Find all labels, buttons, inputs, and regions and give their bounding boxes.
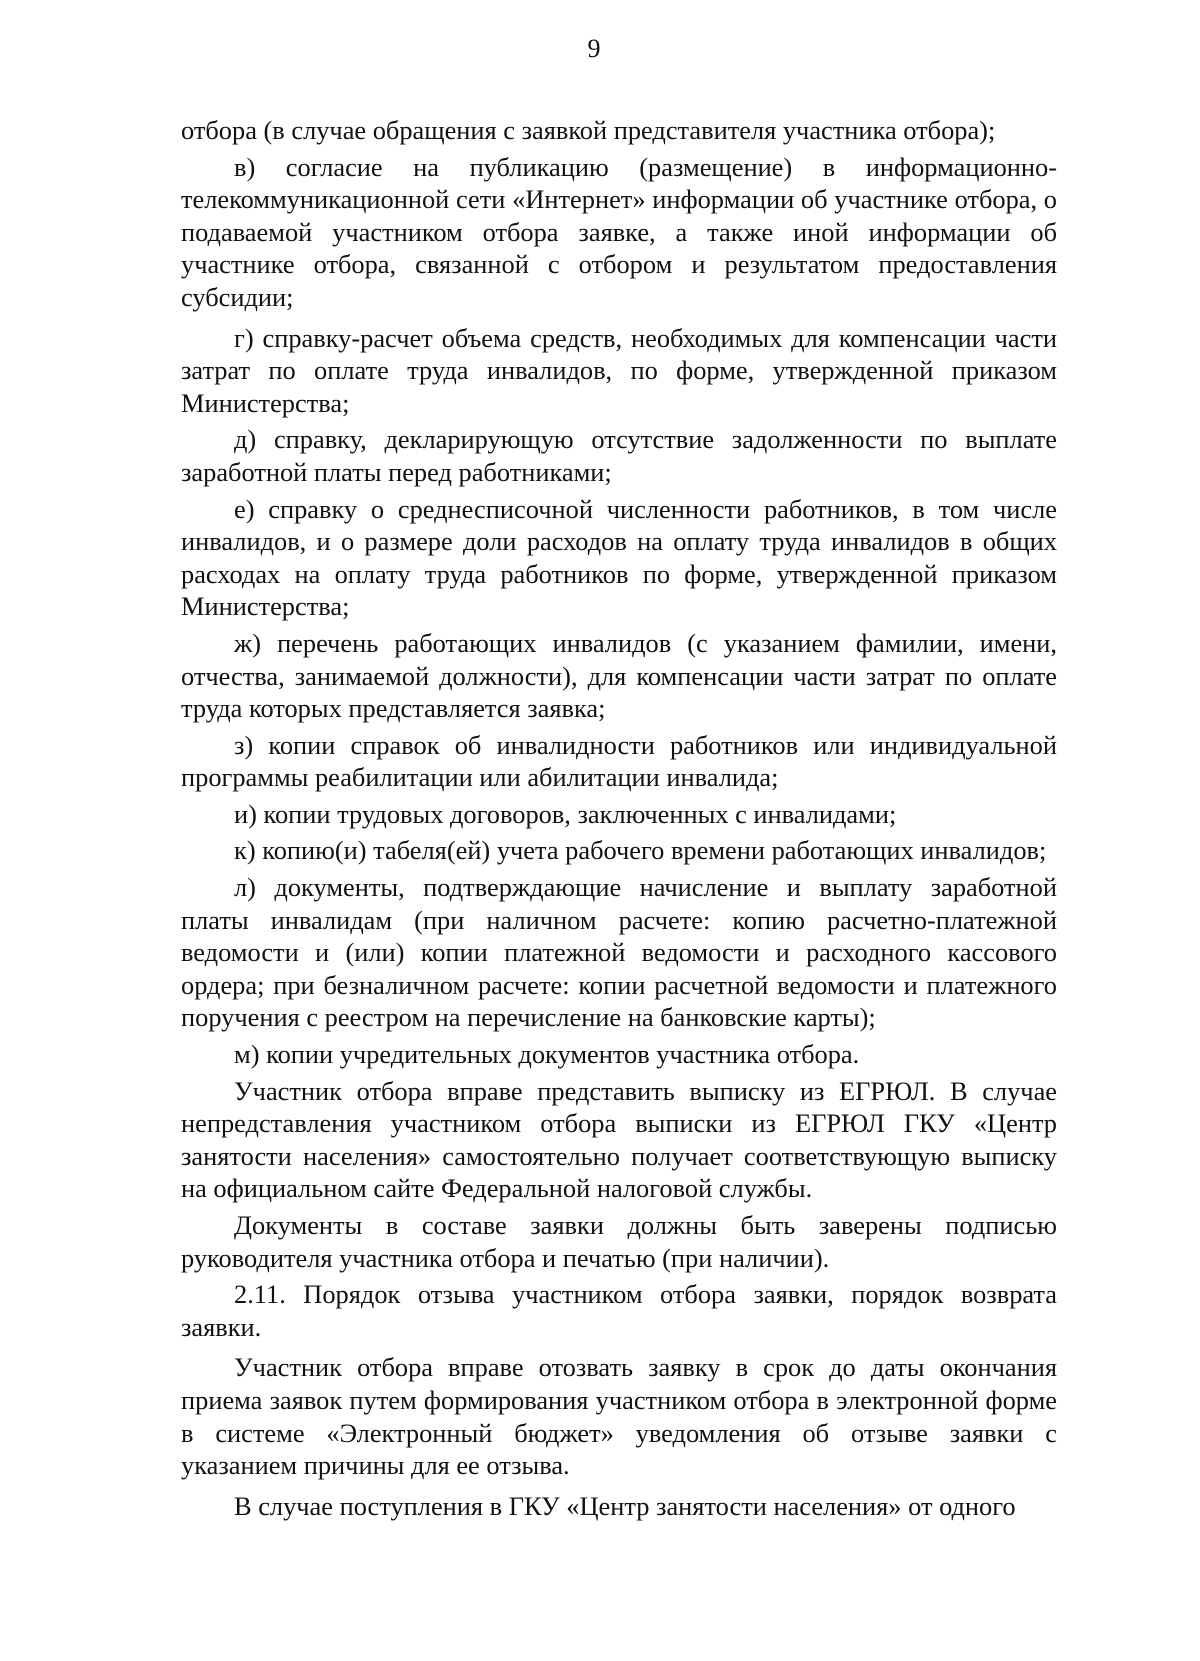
- paragraph-item-e: е) справку о среднесписочной численности работников, в том числе инвалидов, и о размере доли расходов на оплату труда инвалидов в общих расходах на оплату труда работников по форме, утвержденной приказом Министерства;: [181, 493, 1057, 622]
- document-body: [181, 114, 1057, 1522]
- paragraph-item-v: в) согласие на публикацию (размещение) в информационно-телекоммуникационной сети «Интернет» информации об участнике отбора, о подаваемой участником отбора заявке, а также иной информации об участнике отбора, связанной с отбором и результатом предоставления субсидии;: [181, 151, 1057, 312]
- paragraph-item-d: д) справку, декларирующую отсутствие задолженности по выплате заработной платы перед работниками;: [181, 424, 1057, 487]
- paragraph-item-l: л) документы, подтверждающие начисление и выплату заработной платы инвалидам (при наличном расчете: копию расчетно-платежной ведомости и (или) копии платежной ведомости и расходного кассового ордера; при безналичном расчете: копии расчетной ведомости и платежного поручения с реестром на перечисление на банковские карты);: [181, 872, 1057, 1033]
- paragraph-item-k: к) копию(и) табеля(ей) учета рабочего времени работающих инвалидов;: [234, 835, 1047, 866]
- paragraph-item-z: з) копии справок об инвалидности работников или индивидуальной программы реабилитации или абилитации инвалида;: [181, 729, 1057, 793]
- paragraph-continuation: отбора (в случае обращения с заявкой представителя участника отбора);: [181, 115, 996, 145]
- paragraph-item-i: и) копии трудовых договоров, заключенных с инвалидами;: [234, 798, 897, 829]
- paragraph-item-zh: ж) перечень работающих инвалидов (с указанием фамилии, имени, отчества, занимаемой должности), для компенсации части затрат по оплате труда которых представляется заявка;: [181, 627, 1057, 724]
- paragraph-item-m: м) копии учредительных документов участника отбора.: [234, 1039, 860, 1070]
- paragraph-withdraw-application: Участник отбора вправе отозвать заявку в срок до даты окончания приема заявок путем формирования участником отбора в электронной форме в системе «Электронный бюджет» уведомления об отзыве заявки с указанием причины для ее отзыва.: [181, 1352, 1057, 1481]
- paragraph-item-g: г) справку-расчет объема средств, необходимых для компенсации части затрат по оплате труда инвалидов, по форме, утвержденной приказом Министерства;: [181, 322, 1057, 418]
- page-number: 9: [587, 34, 601, 63]
- paragraph-documents-certified: Документы в составе заявки должны быть заверены подписью руководителя участника отбора и печатью (при наличии).: [181, 1210, 1057, 1273]
- paragraph-egrul: Участник отбора вправе представить выписку из ЕГРЮЛ. В случае непредставления участником отбора выписки из ЕГРЮЛ ГКУ «Центр занятости населения» самостоятельно получает соответствующую выписку на официальном сайте Федеральной налоговой службы.: [181, 1075, 1057, 1204]
- section-heading-2-11: 2.11. Порядок отзыва участником отбора заявки, порядок возврата заявки.: [181, 1279, 1057, 1342]
- paragraph-receipt-case: В случае поступления в ГКУ «Центр занятости населения» от одного: [234, 1490, 1016, 1521]
